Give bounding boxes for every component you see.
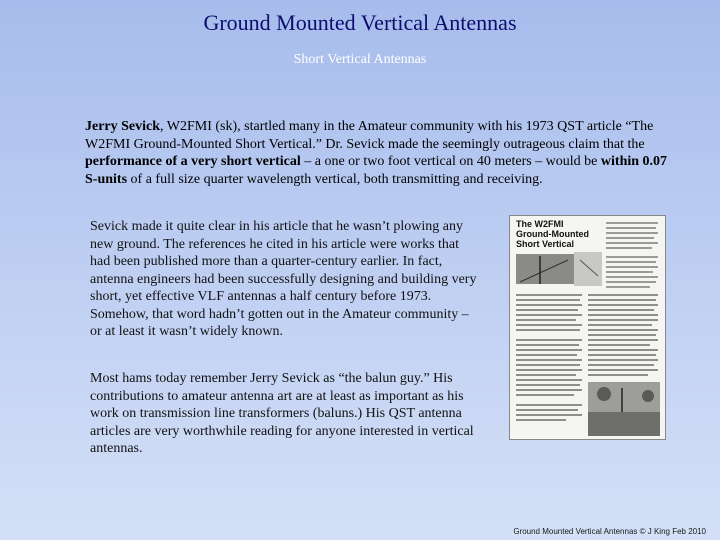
intro-bold-2: within 0.07 S-units [85,154,668,187]
slide-title: Ground Mounted Vertical Antennas [203,10,517,35]
intro-bold-1: performance of a very short vertical [85,154,301,169]
intro-text-1: , W2FMI (sk), startled many in the Amateur community with his 1973 QST article “The W2FMI Ground-Mounted Short Vertical.” Dr. Sevick made the seemingly outrageous claim that the [85,119,654,152]
slide-subtitle: Short Vertical Antennas [293,52,427,67]
body-paragraph-1: Sevick made it quite clear in his article that he wasn’t plowing any new ground. The references he cited in his article were works that had been published more than a quarter-century earlier. In fact, antenna engineers had been successfully designing and building very short, yet effective VLF antennas a half century before 1973. Somehow, that word hadn’t gotten out in the Amateur community – or at least it wasn’t widely known. [90,219,477,339]
article-headline-line-3: Short Vertical [516,239,575,249]
article-headline-line-1: The W2FMI [516,219,564,229]
intro-paragraph [85,118,670,188]
intro-text-3: of a full size quarter wavelength vertical, both transmitting and receiving. [127,171,543,187]
intro-name: Jerry Sevick [85,119,161,134]
qst-article-image [509,215,666,440]
article-scan-graphic [510,216,665,439]
footer-credit: Ground Mounted Vertical Antennas © J King Feb 2010 [513,527,706,536]
intro-text-2: – a one or two foot vertical on 40 meters – would be [300,154,601,169]
body-paragraph-2: Most hams today remember Jerry Sevick as “the balun guy.” His contributions to amateur antenna art are at least as important as his work on transmission line transformers (baluns.) His QST antenna articles are very worthwhile reading for anyone interested in vertical antennas. [90,371,474,456]
article-headline-line-2: Ground-Mounted [516,229,589,239]
